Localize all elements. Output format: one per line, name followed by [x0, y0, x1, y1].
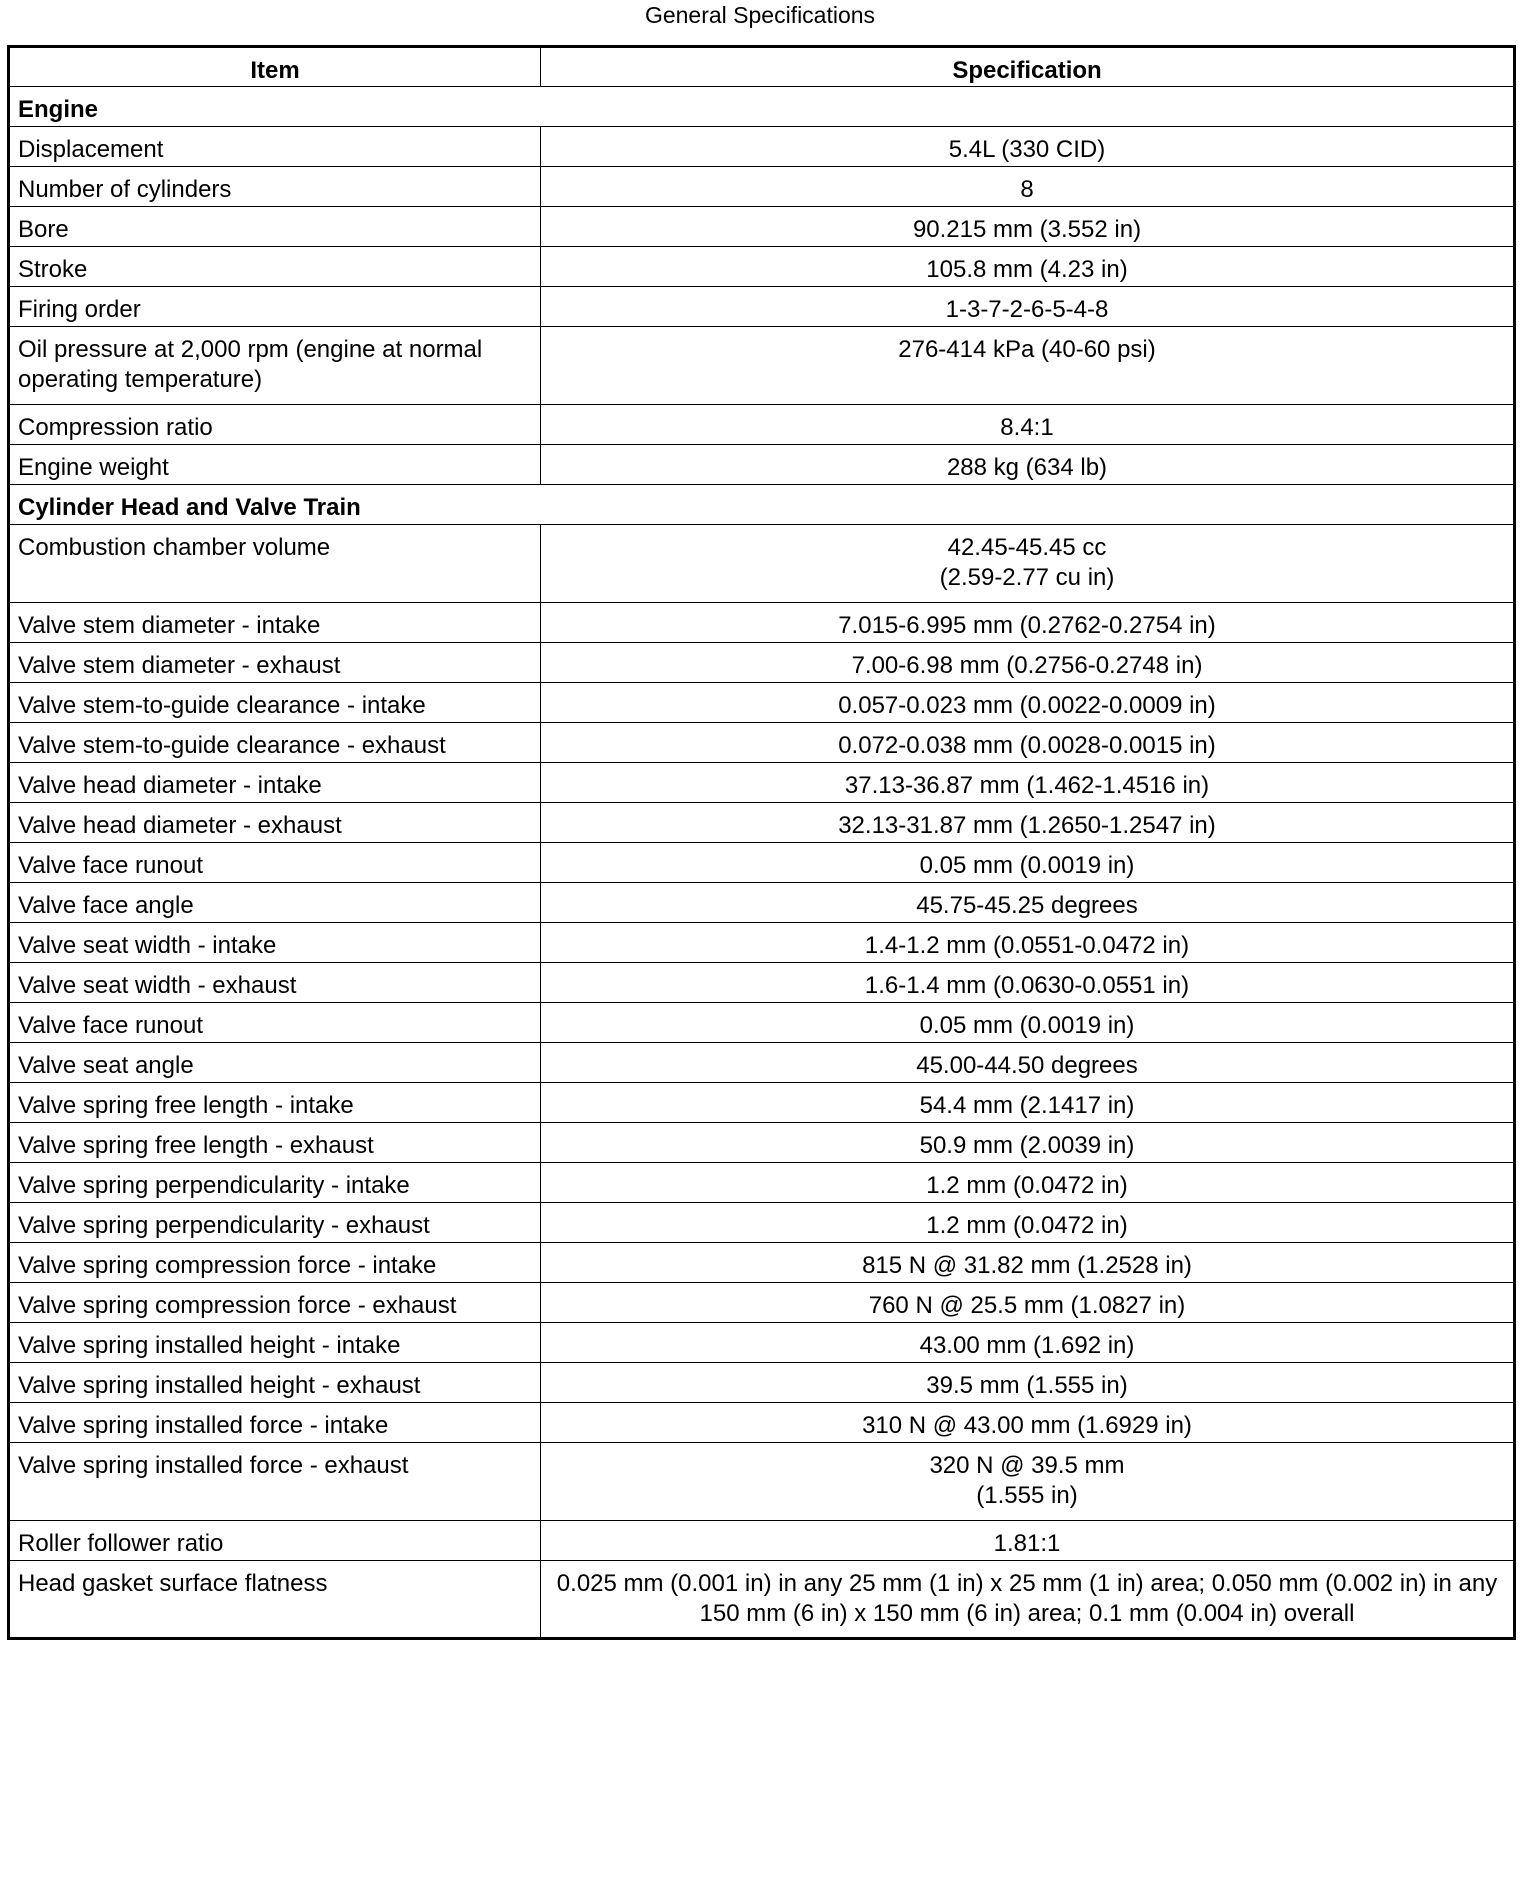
specification-cell: 310 N @ 43.00 mm (1.6929 in) — [541, 1403, 1515, 1443]
item-cell: Valve face runout — [9, 843, 541, 883]
item-cell: Valve head diameter - intake — [9, 763, 541, 803]
specification-cell: 0.057-0.023 mm (0.0022-0.0009 in) — [541, 683, 1515, 723]
item-cell: Valve spring installed force - intake — [9, 1403, 541, 1443]
table-row — [9, 1043, 1515, 1083]
item-cell: Valve seat width - intake — [9, 923, 541, 963]
table-row — [9, 1323, 1515, 1363]
item-cell: Engine weight — [9, 445, 541, 485]
page-title: General Specifications — [644, 2, 876, 28]
section-row — [9, 485, 1515, 525]
item-cell: Valve spring perpendicularity - exhaust — [9, 1203, 541, 1243]
table-row — [9, 1561, 1515, 1639]
specification-cell: 32.13-31.87 mm (1.2650-1.2547 in) — [541, 803, 1515, 843]
table-header-row — [9, 47, 1515, 87]
specification-cell: 1.6-1.4 mm (0.0630-0.0551 in) — [541, 963, 1515, 1003]
specification-cell: 7.015-6.995 mm (0.2762-0.2754 in) — [541, 603, 1515, 643]
specification-cell: 37.13-36.87 mm (1.462-1.4516 in) — [541, 763, 1515, 803]
table-row — [9, 803, 1515, 843]
specification-cell: 45.00-44.50 degrees — [541, 1043, 1515, 1083]
specification-cell: 7.00-6.98 mm (0.2756-0.2748 in) — [541, 643, 1515, 683]
table-row — [9, 1283, 1515, 1323]
item-cell: Firing order — [9, 287, 541, 327]
specification-cell: 8.4:1 — [541, 405, 1515, 445]
specification-cell: 43.00 mm (1.692 in) — [541, 1323, 1515, 1363]
item-cell: Valve spring compression force - exhaust — [9, 1283, 541, 1323]
specification-cell: 90.215 mm (3.552 in) — [541, 207, 1515, 247]
item-cell: Roller follower ratio — [9, 1521, 541, 1561]
table-row — [9, 603, 1515, 643]
specification-cell: 1.81:1 — [541, 1521, 1515, 1561]
table-row — [9, 763, 1515, 803]
specification-cell: 1.2 mm (0.0472 in) — [541, 1203, 1515, 1243]
table-row — [9, 1243, 1515, 1283]
item-cell: Valve spring compression force - intake — [9, 1243, 541, 1283]
table-row — [9, 963, 1515, 1003]
table-body — [9, 87, 1515, 1639]
section-row — [9, 87, 1515, 127]
item-cell: Head gasket surface flatness — [9, 1561, 541, 1639]
item-cell: Valve spring installed height - intake — [9, 1323, 541, 1363]
section-heading: Engine — [9, 87, 1515, 127]
table-row — [9, 327, 1515, 405]
specification-cell: 0.072-0.038 mm (0.0028-0.0015 in) — [541, 723, 1515, 763]
item-cell: Combustion chamber volume — [9, 525, 541, 603]
section-heading: Cylinder Head and Valve Train — [9, 485, 1515, 525]
specification-cell: 288 kg (634 lb) — [541, 445, 1515, 485]
specification-cell: 50.9 mm (2.0039 in) — [541, 1123, 1515, 1163]
specification-cell: 45.75-45.25 degrees — [541, 883, 1515, 923]
item-cell: Bore — [9, 207, 541, 247]
specification-cell: 42.45-45.45 cc (2.59-2.77 cu in) — [541, 525, 1515, 603]
table-row — [9, 405, 1515, 445]
table-row — [9, 923, 1515, 963]
specification-cell: 320 N @ 39.5 mm (1.555 in) — [541, 1443, 1515, 1521]
item-cell: Valve stem diameter - exhaust — [9, 643, 541, 683]
item-cell: Compression ratio — [9, 405, 541, 445]
table-row — [9, 843, 1515, 883]
item-cell: Number of cylinders — [9, 167, 541, 207]
item-cell: Valve spring free length - intake — [9, 1083, 541, 1123]
item-cell: Valve face angle — [9, 883, 541, 923]
table-row — [9, 1521, 1515, 1561]
specifications-table — [7, 45, 1516, 1640]
table-row — [9, 127, 1515, 167]
table-row — [9, 683, 1515, 723]
table-row — [9, 287, 1515, 327]
item-cell: Valve stem diameter - intake — [9, 603, 541, 643]
item-cell: Valve spring installed force - exhaust — [9, 1443, 541, 1521]
item-cell: Valve spring perpendicularity - intake — [9, 1163, 541, 1203]
table-row — [9, 1123, 1515, 1163]
specification-cell: 815 N @ 31.82 mm (1.2528 in) — [541, 1243, 1515, 1283]
table-row — [9, 723, 1515, 763]
table-row — [9, 1443, 1515, 1521]
item-cell: Valve spring free length - exhaust — [9, 1123, 541, 1163]
table-row — [9, 1083, 1515, 1123]
specification-cell: 0.05 mm (0.0019 in) — [541, 1003, 1515, 1043]
table-row — [9, 1403, 1515, 1443]
specification-cell: 276-414 kPa (40-60 psi) — [541, 327, 1515, 405]
item-cell: Valve seat width - exhaust — [9, 963, 541, 1003]
item-cell: Stroke — [9, 247, 541, 287]
item-cell: Displacement — [9, 127, 541, 167]
table-row — [9, 883, 1515, 923]
item-cell: Valve head diameter - exhaust — [9, 803, 541, 843]
column-header-item: Item — [9, 47, 541, 87]
specification-cell: 0.05 mm (0.0019 in) — [541, 843, 1515, 883]
table-row — [9, 1203, 1515, 1243]
table-row — [9, 247, 1515, 287]
table-row — [9, 1163, 1515, 1203]
specification-cell: 105.8 mm (4.23 in) — [541, 247, 1515, 287]
specification-cell: 5.4L (330 CID) — [541, 127, 1515, 167]
specification-cell: 1-3-7-2-6-5-4-8 — [541, 287, 1515, 327]
specification-cell: 0.025 mm (0.001 in) in any 25 mm (1 in) x 25 mm (1 in) area; 0.050 mm (0.002 in) in any 150 mm (6 in) x 150 mm (6 in) area; 0.1 mm (0.004 in) overall — [541, 1561, 1515, 1639]
table-row — [9, 643, 1515, 683]
item-cell: Valve stem-to-guide clearance - exhaust — [9, 723, 541, 763]
item-cell: Valve face runout — [9, 1003, 541, 1043]
specification-cell: 1.2 mm (0.0472 in) — [541, 1163, 1515, 1203]
specification-cell: 8 — [541, 167, 1515, 207]
item-cell: Valve spring installed height - exhaust — [9, 1363, 541, 1403]
table-row — [9, 1003, 1515, 1043]
specification-cell: 760 N @ 25.5 mm (1.0827 in) — [541, 1283, 1515, 1323]
table-row — [9, 525, 1515, 603]
table-row — [9, 445, 1515, 485]
table-row — [9, 207, 1515, 247]
specification-cell: 39.5 mm (1.555 in) — [541, 1363, 1515, 1403]
column-header-specification: Specification — [541, 47, 1515, 87]
item-cell: Valve stem-to-guide clearance - intake — [9, 683, 541, 723]
item-cell: Valve seat angle — [9, 1043, 541, 1083]
table-row — [9, 167, 1515, 207]
table-row — [9, 1363, 1515, 1403]
specification-cell: 54.4 mm (2.1417 in) — [541, 1083, 1515, 1123]
item-cell: Oil pressure at 2,000 rpm (engine at normal operating temperature) — [9, 327, 541, 405]
specification-cell: 1.4-1.2 mm (0.0551-0.0472 in) — [541, 923, 1515, 963]
